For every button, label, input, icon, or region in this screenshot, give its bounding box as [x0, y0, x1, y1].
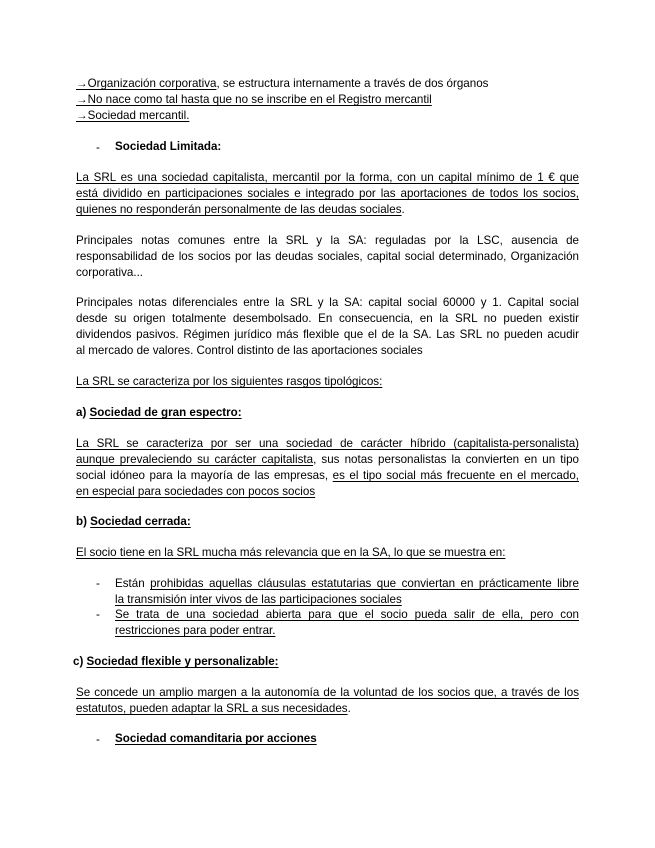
para7-line2 [76, 701, 351, 716]
line-mercantil: →Sociedad mercantil. [76, 109, 190, 122]
para1-line3 [76, 202, 405, 217]
heading-gran-espectro [76, 405, 242, 420]
para6: El socio tiene en la SRL mucha más relevancia que en la SA, lo que se muestra en: [76, 546, 506, 559]
heading-cerrada [76, 514, 191, 529]
para1-period: . [401, 203, 405, 216]
para5-line3-start: social idóneo para la mayoría de las empresas, [76, 469, 333, 482]
heading-text: Sociedad cerrada: [90, 515, 191, 528]
bullet1-start: Están [115, 577, 151, 590]
para7-period: . [347, 702, 351, 715]
para1-line1: La SRL es una sociedad capitalista, mercantil por la forma, con un capital mínimo de 1 € que [76, 171, 579, 184]
bullet2-line2: restricciones para poder entrar. [115, 624, 276, 637]
para5-line2 [76, 452, 579, 467]
bullet: - [96, 577, 100, 590]
heading-prefix: c) [73, 655, 87, 668]
para5-line3-underlined: es el tipo social más frecuente en el mercado, [332, 469, 579, 482]
line-registro: →No nace como tal hasta que no se inscribe en el Registro mercantil [76, 93, 432, 106]
para5-line4: en especial para sociedades con pocos socios [76, 485, 316, 498]
bullet: - [96, 141, 100, 154]
heading-text: Sociedad flexible y personalizable: [86, 655, 279, 668]
para3-line3: dividendos pasivos. Régimen jurídico más flexible que el de la SA. Las SRL no pueden acudir [76, 328, 579, 341]
para3-line2: desde su origen totalmente desembolsado. En consecuencia, en la SRL no pueden existir [76, 312, 579, 325]
para4: La SRL se caracteriza por los siguientes rasgos tipológicos: [76, 375, 383, 388]
para7-line2-text: estatutos, pueden adaptar la SRL a sus necesidades [76, 702, 348, 715]
para1-line2: está dividido en participaciones sociales e integrado por las aportaciones de todos los socios, [76, 187, 579, 200]
heading-comanditaria: Sociedad comanditaria por acciones [115, 732, 317, 745]
para3-line4: al mercado de valores. Control distinto de las aportaciones sociales [76, 344, 423, 357]
para5-line3 [76, 468, 579, 483]
para2-line3: corporativa... [76, 266, 144, 279]
para5-line1: La SRL se caracteriza por ser una sociedad de carácter híbrido (capitalista-personalista) [76, 437, 579, 450]
bullet2-line1: Se trata de una sociedad abierta para que el socio pueda salir de ella, pero con [115, 608, 579, 621]
line-text: , se estructura internamente a través de dos órganos [216, 77, 489, 90]
para2-line2: responsabilidad de los socios por las deudas sociales, capital social determinado, Organización [76, 250, 579, 263]
heading-prefix: a) [76, 406, 90, 419]
heading-text: Sociedad de gran espectro: [89, 406, 242, 419]
para3-line1: Principales notas diferenciales entre la SRL y la SA: capital social 60000 y 1. Capital social [76, 296, 579, 309]
para5-line2-rest: , sus notas personalistas la convierten en un tipo [313, 453, 579, 466]
heading-prefix: b) [76, 515, 91, 528]
bullet: - [96, 733, 100, 746]
heading-flexible [73, 654, 279, 669]
bullet: - [96, 608, 100, 621]
bullet1-line2: la transmisión inter vivos de las participaciones sociales [115, 593, 402, 606]
bullet1-line1 [115, 576, 579, 591]
para7-line1: Se concede un amplio margen a la autonomía de la voluntad de los socios que, a través de los [76, 686, 579, 699]
line-organizacion [76, 76, 488, 91]
para5-line2-underlined: aunque prevaleciendo su carácter capitalista [76, 453, 314, 466]
link-organizacion: →Organización corporativa [76, 77, 217, 90]
para2-line1: Principales notas comunes entre la SRL y la SA: reguladas por la LSC, ausencia de [76, 234, 579, 247]
bullet1-underlined: prohibidas aquellas cláusulas estatutarias que conviertan en prácticamente libre [150, 577, 579, 590]
para1-line3-text: quienes no responderán personalmente de las deudas sociales [76, 203, 402, 216]
heading-sociedad-limitada: Sociedad Limitada: [115, 140, 222, 153]
